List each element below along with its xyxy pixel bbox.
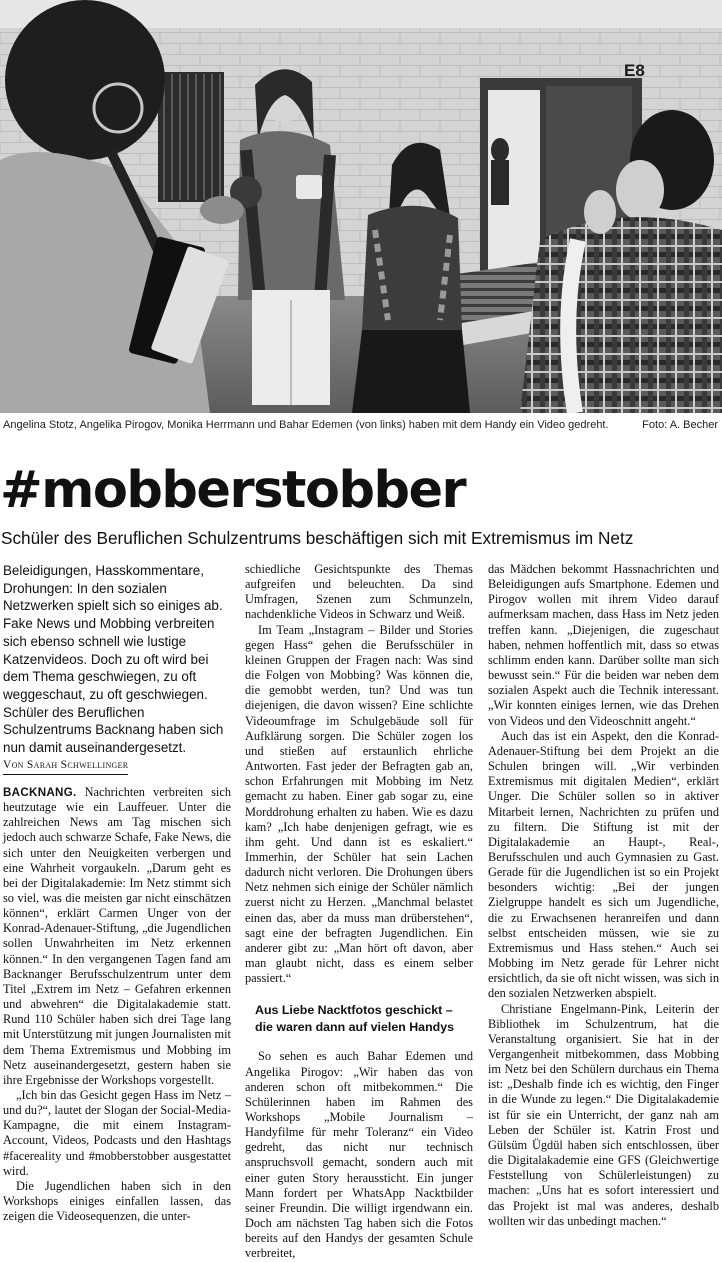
photo-credit: Foto: A. Becher [642,419,718,431]
photo-caption: Angelina Stotz, Angelika Pirogov, Monika Herrmann und Bahar Edemen (von links) haben mit dem Handy ein Video gedreht. [3,419,609,431]
body-paragraph [3,785,231,1088]
intermediate-heading: Aus Liebe Nacktfotos geschickt – die waren dann auf vielen Handys [255,1003,454,1034]
body-paragraph: Die Jugendlichen haben sich in den Workshops einiges einfallen lassen, das zeigen die Videosequenzen, die unter- [3,1178,231,1224]
dateline: BACKNANG. [3,785,77,799]
photo-caption-row [0,417,722,435]
body-text: Nachrichten verbreiten sich heutzutage wie ein Lauffeuer. Unter die zahlreichen News am Tag mischen sich jedoch auch schwarze Schafe, Fake News, die sich unter den Neuigkeiten verbergen und eine Wahrheit vorgaukeln. „Darum geht es bei der Digitalakademie: Im Netz stimmt sich so viel, was die meisten gar nicht einschätzen können“, erklärt Carmen Unger von der Konrad-Adenauer-Stiftung, „die Jugendlichen sollen Unwahrheiten im Netz erkennen können.“ In den vergangenen Tagen fand am Backnanger Berufsschulzentrum unter dem Titel „Extrem im Netz – Gefahren erkennen und abwehren“ die Digitalakademie statt. Rund 110 Schüler haben sich drei Tage lang mit Unterstützung mit jungen Journalisten mit dem Thema Extremismus und Mobbing im Netz auseinandergesetzt, gestern haben sie ihre Ergebnisse der Workshops vorgestellt. [3,784,232,1087]
body-paragraph: So sehen es auch Bahar Edemen und Angelika Pirogov: „Wir haben das von anderen schon oft mitbekommen.“ Die Schülerinnen haben im Rahmen des Workshops „Mobile Journalism – Handyfilme für mehr Toleranz“ ein Video gedreht, das nicht nur technisch anspruchsvoll gemacht, sondern auch mit einer guten Story heraussticht. Ein junger Mann fordert per WhatsApp Nacktbilder seiner Freundin. Die willigt irgendwann ein. Doch am nächsten Tag haben sich die Fotos bereits auf den Handys der gesamten Schule verbreitet, [245,1049,473,1261]
article-photo [0,0,722,413]
headline: #mobberstobber [0,461,466,520]
column-2 [245,562,473,1262]
subheadline: Schüler des Beruflichen Schulzentrums beschäftigen sich mit Extremismus im Netz [1,528,634,548]
photo-illustration [0,0,722,413]
body-paragraph: Christiane Engelmann-Pink, Leiterin der Bibliothek im Schulzentrum, hat die Veranstaltung organisiert. Sie hat in der Vergangenheit mitbekommen, dass Mobbing im Netz bei den Schülern durchaus ein Thema ist: „Deshalb finde ich es wichtig, den Finger in die Wunde zu legen.“ Die Digitalakademie ist für sie ein Unterricht, der ganz nah am Leben der Schüler ist. Katrin Frost und Gülsüm Ügdül haben sich entschlossen, über die Digitalakademie eine GFS (Gleichwertige Feststellung von Schülerleistungen) zu machen: „Uns hat es sofort interessiert und das Projekt ist mal was anderes, deshalb wollten wir das unbedingt machen.“ [488,1001,719,1228]
door-sign: E8 [624,61,645,80]
byline: Von Sarah Schwellinger [3,758,128,775]
body-paragraph: schiedliche Gesichtspunkte des Themas aufgreifen und beleuchten. Da sind Umfragen, Szenen zum Schmunzeln, nachdenkliche Videos in Schwarz und Weiß. [245,562,473,622]
column-1 [3,562,231,1224]
body-paragraph: Auch das ist ein Aspekt, den die Konrad-Adenauer-Stiftung bei dem Projekt an die Schulen bringen will. „Wir verbinden Extremismus mit digitalen Medien“, erklärt Unger. Die Schüler sollen so in aktiver Mitarbeit lernen, Nachrichten zu prüfen und zu filtern. Die Stiftung ist mit der Digitalakademie an Haupt-, Real-, Berufsschulen und auch Gymnasien zu Gast. Gerade für die Jugendlichen ist so ein Projekt besonders wichtig: „Bei der jungen Zielgruppe handelt es sich um Jugendliche, die zu Erwachsenen heranreifen und dann selbst entscheiden müssen, wie sie zu Extremismus und Hass stehen.“ Auch sei Mobbing im Netz gerade für Lehrer nicht ersichtlich, da sie oft nicht wissen, was sich in den sozialen Netzwerken abspielt. [488,728,719,1001]
lead-paragraph: Beleidigungen, Hasskommentare, Drohungen: In den sozialen Netzwerken spielt sich so einiges ab. Fake News und Mobbing verbreiten sich ebenso schnell wie lustige Katzenvideos. Doch zu oft wird bei dem Thema geschwiegen, zu oft weggeschaut, zu oft geschwiegen. Schüler des Beruflichen Schulzentrums Backnang haben sich nun damit auseinandergesetzt. [3,563,224,756]
body-paragraph: „Ich bin das Gesicht gegen Hass im Netz – und du?“, lautet der Slogan der Social-Media-Kampagne, die mit einem Instagram-Account, Videos, Podcasts und den Hashtags #facereality und #mobberstobber ausgestattet wird. [3,1088,231,1178]
column-3 [488,562,719,1229]
body-paragraph: das Mädchen bekommt Hassnachrichten und Beleidigungen aufs Smartphone. Edemen und Pirogov wollen mit ihrem Video darauf aufmerksam machen, dass Hass im Netz jeden treffen kann. „Diejenigen, die zugeschaut haben, nehmen hoffentlich mit, dass so etwas schlimm enden kann. Darüber sollte man sich bewusst sein.“ Für die beiden war neben dem sozialen Aspekt auch die Technik interessant. „Wir konnten einiges lernen, wie das Drehen von Videos und den Videoschnitt angeht.“ [488,562,719,728]
body-paragraph: Im Team „Instagram – Bilder und Stories gegen Hass“ gehen die Berufsschüler in kleinen Gruppen der Fragen nach: Was sind die Folgen von Mobbing? Was können die, die gemobbt werden, tun? Und was tun diejenigen, die davon wissen? Eine schlichte Videoumfrage im Schulgebäude soll für Aufklärung sorgen. Die Schüler zogen los und stießen auf erstaunlich ehrliche Antworten. Fast jeder der Befragten gab an, schon Erfahrungen mit Mobbing im Netz gemacht zu haben. Einer gab sogar zu, eine Morddrohung erhalten zu haben. Wie es dazu kam? „Ich habe denjenigen gefragt, wie es ihm geht. Und dann ist es eskaliert.“ Immerhin, der Schüler hat sein Lachen dadurch nicht verloren. Die Drohungen übers Netz nehmen sich einige der Schüler nämlich zuerst nicht zu Herzen. „Manchmal belastet einen das, aber da muss man drüberstehen“, sagt eine der befragten Jugendlichen. Ein anderer gibt zu: „Man hört oft davon, aber man glaubt nicht, dass es einem selber passiert.“ [245,622,473,986]
